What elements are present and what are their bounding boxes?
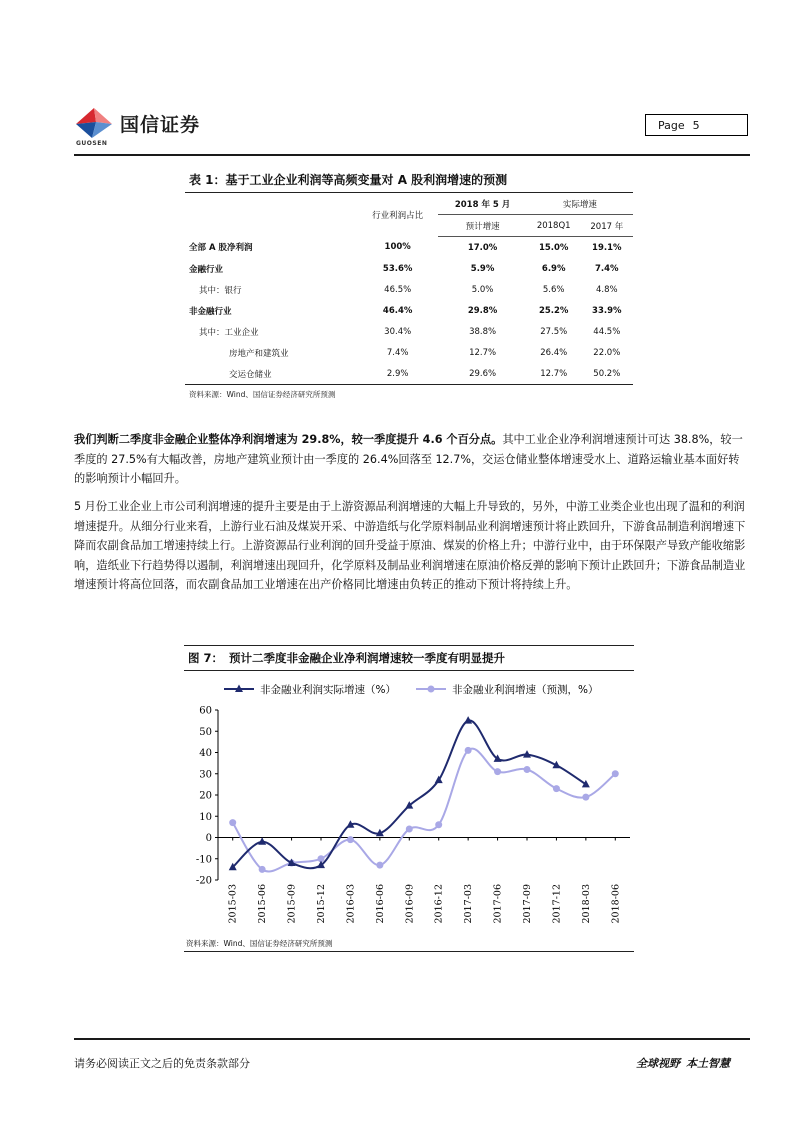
data-point bbox=[494, 768, 501, 775]
legend-label-forecast: 非金融业利润增速（预测，%） bbox=[452, 684, 599, 696]
table-source: 资料来源：Wind、国信证券经济研究所预测 bbox=[189, 390, 336, 399]
figure-divider bbox=[184, 951, 634, 952]
series-line-actual bbox=[233, 720, 586, 868]
x-tick-label: 2017-12 bbox=[551, 884, 563, 924]
x-tick-label: 2015-09 bbox=[286, 884, 298, 924]
data-point bbox=[258, 837, 266, 845]
col-header-2018may: 2018 年 5 月 bbox=[438, 193, 526, 215]
table-1 bbox=[185, 165, 633, 400]
data-point bbox=[435, 821, 442, 828]
company-name-en: GUOSEN bbox=[76, 140, 108, 147]
page-indicator bbox=[645, 114, 748, 136]
legend-label-actual: 非金融业利润实际增速（%） bbox=[260, 684, 396, 696]
paragraph-industry: 5 月份工业企业上市公司利润增速的提升主要是由于上游资源品利润增速的大幅上升导致的，另外，中游工业类企业也出现了温和的利润增速提升。从细分行业来看，上游行业石油及煤炭开采、中游造纸与化学原料制品业利润增速预计将止跌回升，下游食品制造利润增速下降而农副食品加工增速持续上行。上游资源品行业利润的回升受益于原油、煤炭的价格上升；中游行业中，由于环保限产导致产能收缩影响，造纸业下行趋势得以遏制，利润增速出现回升，化学原料及制品业利润增速在原油价格反弹的影响下预计止跌回升；下游食品制造业增速预计将高位回落，而农副食品加工业增速在出产价格同比增速由负转正的推动下预计将持续上升。 bbox=[74, 500, 746, 591]
figure-7 bbox=[184, 645, 634, 671]
paragraph-summary bbox=[74, 430, 750, 489]
x-tick-label: 2016-09 bbox=[404, 884, 416, 924]
header-divider bbox=[74, 154, 750, 156]
slogan-part-1: 全球视野 bbox=[636, 1057, 680, 1070]
data-point bbox=[229, 819, 236, 826]
data-point bbox=[553, 785, 560, 792]
x-tick-label: 2016-03 bbox=[345, 884, 357, 924]
y-tick-label: 30 bbox=[199, 769, 212, 781]
figure-label: 图 7： bbox=[188, 651, 224, 665]
x-tick-label: 2017-09 bbox=[522, 884, 533, 924]
col-header-actual: 实际增速 bbox=[527, 193, 633, 215]
data-point bbox=[582, 794, 589, 801]
col-header-2018q1: 2018Q1 bbox=[527, 215, 581, 237]
data-point bbox=[465, 747, 472, 754]
figure-title bbox=[184, 645, 634, 671]
footer-disclaimer: 请务必阅读正文之后的免责条款部分 bbox=[74, 1057, 250, 1070]
y-tick-label: 20 bbox=[199, 790, 212, 802]
table-row: 金融行业 53.6% 5.9% 6.9% 7.4% bbox=[189, 263, 619, 275]
table-row: 交运仓储业 2.9% 29.6% 12.7% 50.2% bbox=[185, 363, 633, 385]
y-tick-label: -10 bbox=[195, 854, 212, 866]
data-point bbox=[376, 862, 383, 869]
table-row: 房地产和建筑业 7.4% 12.7% 26.4% 22.0% bbox=[229, 347, 621, 359]
figure-title-text: 预计二季度非金融企业净利润增速较一季度有明显提升 bbox=[229, 651, 506, 665]
table-row: 其中：银行 46.5% 5.0% 5.6% 4.8% bbox=[199, 284, 618, 296]
x-tick-label: 2016-12 bbox=[433, 884, 445, 924]
slogan-part-2: 本土智慧 bbox=[686, 1057, 730, 1070]
col-header-share: 行业利润占比 bbox=[372, 210, 424, 221]
page-number: 5 bbox=[692, 119, 700, 132]
table-row: 全部 A 股净利润 100% 17.0% 15.0% 19.1% bbox=[189, 242, 622, 254]
x-tick-label: 2018-06 bbox=[610, 884, 622, 924]
data-point bbox=[347, 836, 354, 843]
footer-slogan bbox=[630, 1055, 730, 1071]
data-point bbox=[406, 826, 413, 833]
y-tick-label: 60 bbox=[199, 705, 212, 717]
x-tick-label: 2018-03 bbox=[580, 884, 592, 924]
y-tick-label: 10 bbox=[199, 811, 212, 823]
forecast-table bbox=[185, 193, 633, 385]
col-header-forecast: 预计增速 bbox=[438, 215, 526, 237]
x-tick-label: 2015-12 bbox=[316, 884, 327, 924]
footer-divider bbox=[74, 1038, 750, 1040]
x-tick-label: 2015-06 bbox=[257, 884, 269, 924]
data-point bbox=[259, 866, 266, 873]
y-tick-label: -20 bbox=[195, 875, 212, 887]
paragraph-body: 其中工业企业净利润增速预计可达 38.8%，较一季度的 27.5%有大幅改善，房地产建筑业预计由一季度的 26.4%回落至 12.7%，交运仓储业整体增速受水上、道路运输业基本面好转的影响预计小幅回升。 bbox=[74, 433, 743, 485]
data-point bbox=[524, 766, 531, 773]
profit-growth-chart bbox=[184, 672, 634, 937]
paragraph-lead: 我们判断二季度非金融企业整体净利润增速为 29.8%，较一季度提升 4.6 个百分点。 bbox=[74, 433, 503, 446]
figure-source: 资料来源：Wind、国信证券经济研究所预测 bbox=[186, 939, 333, 948]
table-title: 表 1：基于工业企业利润等高频变量对 A 股利润增速的预测 bbox=[185, 165, 633, 193]
data-point bbox=[612, 770, 619, 777]
y-tick-label: 0 bbox=[205, 833, 212, 844]
col-header-2017: 2017 年 bbox=[581, 215, 633, 237]
table-row: 非金融行业 46.4% 29.8% 25.2% 33.9% bbox=[189, 305, 622, 317]
table-row: 其中：工业企业 30.4% 38.8% 27.5% 44.5% bbox=[199, 326, 621, 338]
x-tick-label: 2016-06 bbox=[374, 884, 386, 924]
y-tick-label: 40 bbox=[199, 748, 212, 759]
page-label: Page bbox=[658, 119, 685, 132]
x-tick-label: 2015-03 bbox=[227, 884, 239, 924]
company-name: 国信证券 bbox=[120, 114, 201, 136]
y-tick-label: 50 bbox=[199, 726, 212, 738]
legend-marker bbox=[428, 686, 435, 693]
x-tick-label: 2017-03 bbox=[463, 884, 475, 924]
guosen-logo-icon bbox=[74, 104, 114, 140]
x-tick-label: 2017-06 bbox=[492, 884, 504, 924]
